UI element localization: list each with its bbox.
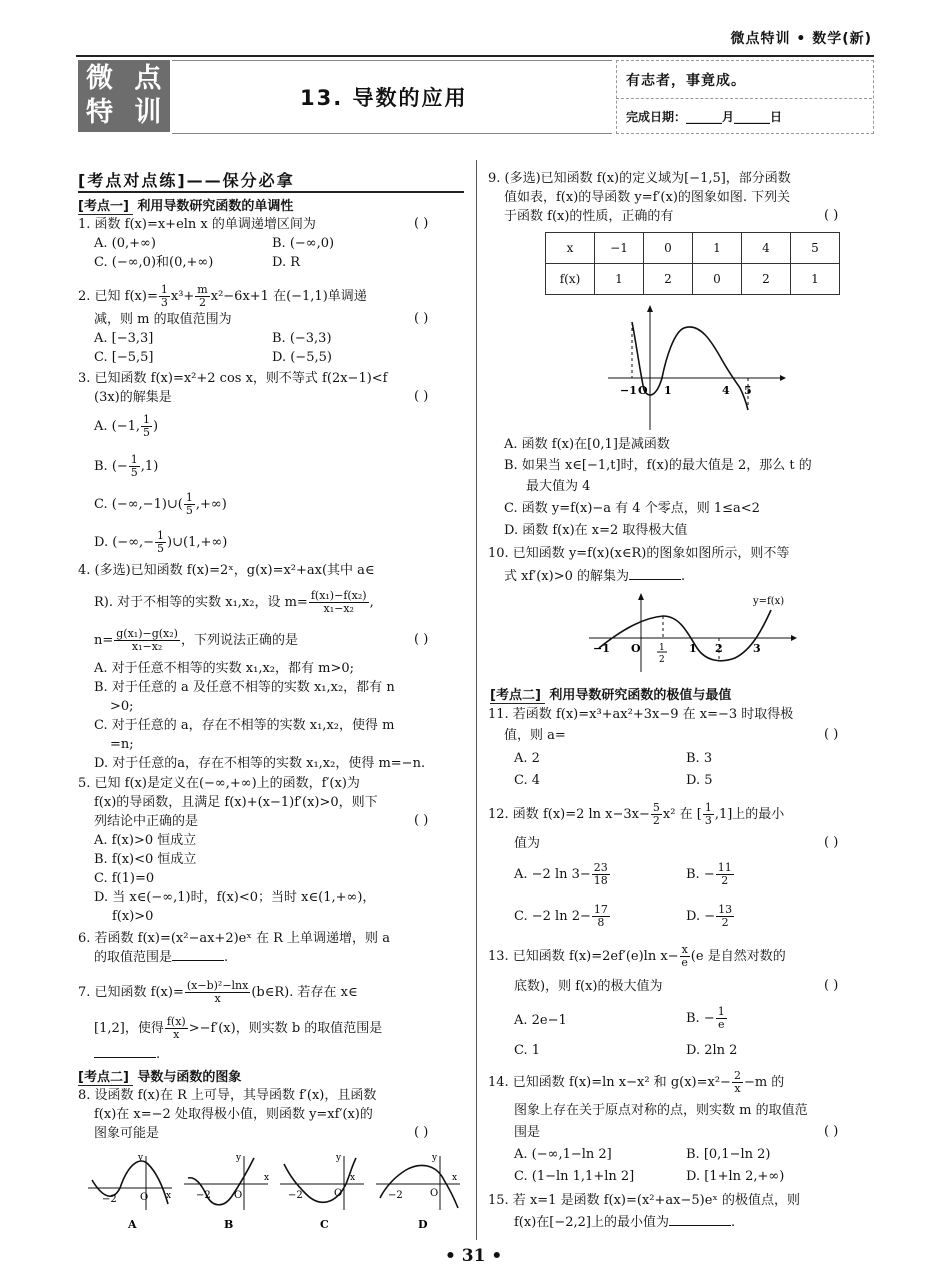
graph-label: D bbox=[418, 1218, 428, 1231]
option-a: A. f(x)>0 恒成立 bbox=[94, 833, 197, 848]
header-divider bbox=[76, 55, 874, 57]
question-stem-2: 图象上存在关于原点对称的点，则实数 m 的取值范 bbox=[514, 1103, 808, 1118]
option-c: C. 函数 y=f(x)−a 有 4 个零点，则 1≤a<2 bbox=[504, 501, 760, 516]
motto: 有志者，事竟成。 bbox=[626, 73, 746, 89]
table-cell: 1 bbox=[595, 264, 644, 295]
tick-label: 5 bbox=[744, 384, 752, 397]
table-cell: 0 bbox=[693, 264, 742, 295]
graph-c bbox=[280, 1153, 364, 1231]
option-b: B. (−∞,0) bbox=[272, 236, 335, 251]
option-d-cont: f(x)>0 bbox=[112, 909, 154, 924]
subsection-tag: [考点二] bbox=[78, 1070, 133, 1086]
table-cell: f(x) bbox=[546, 264, 595, 295]
option-a: A. 函数 f(x)在[0,1]是减函数 bbox=[504, 437, 670, 452]
option-a: A. (−1, $\frac{1}{5}$ ) bbox=[94, 413, 159, 439]
x-axis-label: x bbox=[166, 1191, 172, 1201]
question-stem: 13. 已知函数 f(x)=2ef′(e)ln x− $\frac{x}{e}$ (e 是自然对数的 bbox=[488, 943, 786, 969]
question-stem-3: n= $\frac{\text{g(x₁)−g(x₂)}}{\text{x₁−x₂}}$ ，下列说法正确的是 bbox=[94, 627, 298, 653]
option-d: D. 对于任意的a，存在不相等的实数 x₁,x₂，使得 m=−n. bbox=[94, 756, 426, 771]
option-b: B. (−3,3) bbox=[272, 331, 332, 346]
question-stem: 5. 已知 f(x)是定义在(−∞,+∞)上的函数，f′(x)为 bbox=[78, 776, 360, 791]
question-stem-3: 列结论中正确的是 bbox=[94, 814, 199, 829]
option-b-cont: >0; bbox=[110, 699, 134, 714]
answer-paren: ( ) bbox=[824, 978, 839, 993]
option-c: C. −2 ln 2− $\frac{17}{8}$ bbox=[514, 903, 608, 929]
question-stem: 12. 函数 f(x)=2 ln x−3x− $\frac{5}{2}$ x² 在 [ $\frac{1}{3}$ ,1]上的最小 bbox=[488, 801, 785, 827]
table-row bbox=[546, 233, 840, 264]
answer-paren: ( ) bbox=[414, 632, 429, 647]
answer-paren: ( ) bbox=[824, 208, 839, 223]
table-cell: x bbox=[546, 233, 595, 264]
tick-label: −1 bbox=[620, 384, 637, 397]
question-stem-2: 值如表，f(x)的导函数 y=f′(x)的图象如图. 下列关 bbox=[504, 190, 791, 205]
tick-label: 1 bbox=[664, 384, 672, 397]
option-b: B. 对于任意的 a 及任意不相等的实数 x₁,x₂，都有 n bbox=[94, 680, 395, 695]
origin-label: O bbox=[430, 1188, 439, 1199]
motto-separator bbox=[616, 98, 872, 99]
answer-paren: ( ) bbox=[414, 389, 429, 404]
question-stem: 10. 已知函数 y=f(x)(x∈R)的图象如图所示，则不等 bbox=[488, 546, 790, 561]
brand-logo bbox=[78, 60, 170, 132]
completion-date: 完成日期：______月______日 bbox=[626, 110, 783, 124]
graph-a bbox=[88, 1153, 172, 1231]
question-stem: 11. 若函数 f(x)=x³+ax²+3x−9 在 x=−3 时取得极 bbox=[488, 707, 794, 722]
option-c: C. (−∞,0)和(0,+∞) bbox=[94, 255, 214, 270]
question-stem: 1. 函数 f(x)=x+eln x 的单调递增区间为 bbox=[78, 217, 316, 232]
tick-label: −2 bbox=[196, 1190, 211, 1201]
answer-blank[interactable] bbox=[172, 960, 224, 961]
question-stem: 3. 已知函数 f(x)=x²+2 cos x，则不等式 f(2x−1)<f bbox=[78, 371, 388, 386]
answer-blank[interactable] bbox=[94, 1057, 156, 1058]
origin-label: O bbox=[140, 1192, 149, 1203]
subsection-1 bbox=[78, 195, 293, 214]
y-axis-label: y bbox=[336, 1153, 342, 1163]
answer-paren: ( ) bbox=[414, 1125, 429, 1140]
question-stem-2: f(x)在 x=−2 处取得极小值，则函数 y=xf′(x)的 bbox=[94, 1107, 373, 1122]
option-b: B. 如果当 x∈[−1,t]时，f(x)的最大值是 2，那么 t 的 bbox=[504, 458, 812, 473]
origin-label: O bbox=[234, 1190, 243, 1201]
origin-label: O bbox=[638, 384, 648, 397]
option-d: D. [1+ln 2,+∞) bbox=[686, 1169, 785, 1184]
option-d: D. 函数 f(x)在 x=2 取得极大值 bbox=[504, 523, 688, 538]
option-d: D. (−5,5) bbox=[272, 350, 332, 365]
option-d: D. R bbox=[272, 255, 301, 270]
question-stem-2: 底数)，则 f(x)的极大值为 bbox=[514, 979, 663, 994]
option-c: C. f(1)=0 bbox=[94, 871, 155, 886]
answer-paren: ( ) bbox=[414, 216, 429, 231]
option-b: B. [0,1−ln 2) bbox=[686, 1147, 771, 1162]
option-a: A. −2 ln 3− $\frac{23}{18}$ bbox=[514, 861, 608, 887]
option-a: A. 2 bbox=[514, 751, 540, 766]
table-cell: 2 bbox=[644, 264, 693, 295]
logo-line-2: 特 训 bbox=[86, 97, 168, 128]
question-stem-2: 的取值范围是 . bbox=[94, 950, 229, 965]
question-stem-2: [1,2]，使得 $\frac{f(x)}{x}$ >−f′(x)，则实数 b 的取值范围是 bbox=[94, 1015, 383, 1041]
option-b-cont: 最大值为 4 bbox=[526, 479, 591, 494]
curve-label: y=f(x) bbox=[753, 596, 785, 607]
subsection-2 bbox=[78, 1066, 241, 1085]
option-b: B. f(x)<0 恒成立 bbox=[94, 852, 197, 867]
question-stem: 4. (多选)已知函数 f(x)=2ˣ，g(x)=x²+ax(其中 a∈ bbox=[78, 563, 375, 578]
book-title: 微点特训 • 数学(新) bbox=[730, 31, 872, 47]
table-row bbox=[546, 264, 840, 295]
option-a: A. 对于任意不相等的实数 x₁,x₂，都有 m>0; bbox=[94, 661, 355, 676]
logo-line-1: 微 点 bbox=[86, 63, 168, 94]
page-number: • 31 • bbox=[445, 1246, 503, 1266]
question-stem-2: 式 xf′(x)>0 的解集为 . bbox=[504, 569, 686, 584]
subsection-title: 利用导数研究函数的极值与最值 bbox=[549, 688, 732, 703]
subsection-3 bbox=[490, 684, 731, 703]
answer-paren: ( ) bbox=[824, 1124, 839, 1139]
question-stem-3: 围是 bbox=[514, 1125, 541, 1140]
answer-paren: ( ) bbox=[824, 835, 839, 850]
option-a: A. (−∞,1−ln 2] bbox=[514, 1147, 612, 1162]
question-stem: 15. 若 x=1 是函数 f(x)=(x²+ax−5)eˣ 的极值点，则 bbox=[488, 1193, 801, 1208]
origin-label: O bbox=[631, 642, 641, 655]
origin-label: O bbox=[334, 1188, 343, 1199]
question-stem: 7. 已知函数 f(x)= $\frac{\text{(x−b)²−lnx}}{x}$ (b∈R). 若存在 x∈ bbox=[78, 979, 358, 1005]
table-cell: 1 bbox=[791, 264, 840, 295]
function-graph bbox=[585, 592, 805, 676]
table-cell: 1 bbox=[693, 233, 742, 264]
table-cell: 2 bbox=[742, 264, 791, 295]
option-c-cont: =n; bbox=[110, 737, 134, 752]
x-axis-label: x bbox=[350, 1173, 356, 1183]
answer-blank[interactable] bbox=[669, 1225, 731, 1226]
tick-label: 2 bbox=[715, 642, 723, 655]
option-c: C. (−∞,−1)∪( $\frac{1}{5}$ ,+∞) bbox=[94, 491, 227, 517]
table-cell: −1 bbox=[595, 233, 644, 264]
option-a: A. (0,+∞) bbox=[94, 236, 156, 251]
tick-label: 3 bbox=[753, 642, 761, 655]
value-table bbox=[545, 232, 840, 295]
option-c: C. 对于任意的 a，存在不相等的实数 x₁,x₂，使得 m bbox=[94, 718, 395, 733]
tick-label: 4 bbox=[722, 384, 730, 397]
derivative-graph bbox=[600, 302, 790, 434]
subsection-tag: [考点二] bbox=[490, 688, 545, 704]
option-d: D. 当 x∈(−∞,1)时，f(x)<0；当时 x∈(1,+∞)， bbox=[94, 890, 376, 905]
option-c: C. (1−ln 1,1+ln 2] bbox=[514, 1169, 635, 1184]
option-c: C. 1 bbox=[514, 1043, 541, 1058]
graph-d bbox=[376, 1153, 460, 1231]
question-stem: 8. 设函数 f(x)在 R 上可导，其导函数 f′(x)，且函数 bbox=[78, 1088, 377, 1103]
question-stem-2: R). 对于不相等的实数 x₁,x₂，设 m= $\frac{\text{f(x₁)−f(x₂)}}{\text{x₁−x₂}}$ , bbox=[94, 589, 374, 615]
option-a: A. [−3,3] bbox=[94, 331, 154, 346]
table-cell: 5 bbox=[791, 233, 840, 264]
y-axis-label: y bbox=[138, 1153, 144, 1163]
answer-paren: ( ) bbox=[824, 727, 839, 742]
tick-label: −2 bbox=[102, 1194, 117, 1205]
tick-label: −2 bbox=[288, 1190, 303, 1201]
question-stem-2: f(x)的导函数，且满足 f(x)+(x−1)f′(x)>0，则下 bbox=[94, 795, 378, 810]
section-heading: [考点对点练]——保分必拿 bbox=[78, 168, 464, 193]
y-axis-label: y bbox=[236, 1153, 242, 1163]
subsection-title: 利用导数研究函数的单调性 bbox=[137, 199, 294, 214]
question-stem-2: 值，则 a= bbox=[504, 728, 566, 743]
option-d: D. 2ln 2 bbox=[686, 1043, 738, 1058]
graph-label: A bbox=[128, 1218, 137, 1231]
question-stem: 6. 若函数 f(x)=(x²−ax+2)eˣ 在 R 上单调递增，则 a bbox=[78, 931, 390, 946]
subsection-tag: [考点一] bbox=[78, 199, 133, 215]
tick-half-den: 2 bbox=[659, 655, 665, 665]
x-axis-label: x bbox=[264, 1173, 270, 1183]
table-cell: 0 bbox=[644, 233, 693, 264]
x-axis-label: x bbox=[452, 1173, 458, 1183]
option-b: B. − $\frac{1}{e}$ bbox=[686, 1005, 725, 1031]
option-b: B. 3 bbox=[686, 751, 713, 766]
option-b: B. (− $\frac{1}{5}$ ,1) bbox=[94, 453, 159, 479]
option-d: D. (−∞,− $\frac{1}{5}$ )∪(1,+∞) bbox=[94, 529, 228, 555]
question-stem: 2. 已知 f(x)= $\frac{1}{3}$ x³+ $\frac{m}{2}$ x²−6x+1 在(−1,1)单调递 bbox=[78, 283, 367, 309]
y-axis-label: y bbox=[432, 1153, 438, 1163]
question-stem-2: 减，则 m 的取值范围为 bbox=[94, 312, 232, 327]
graph-label: C bbox=[320, 1218, 329, 1231]
option-d: D. − $\frac{13}{2}$ bbox=[686, 903, 733, 929]
question-stem-2: f(x)在[−2,2]上的最小值为 . bbox=[514, 1215, 736, 1230]
column-divider bbox=[476, 160, 477, 1240]
option-c: C. 4 bbox=[514, 773, 541, 788]
question-stem: 9. (多选)已知函数 f(x)的定义域为[−1,5]，部分函数 bbox=[488, 171, 791, 186]
question-stem-3: 图象可能是 bbox=[94, 1126, 160, 1141]
lesson-title: 13. 导数的应用 bbox=[300, 86, 468, 110]
tick-half-num: 1 bbox=[659, 643, 665, 653]
option-b: B. − $\frac{11}{2}$ bbox=[686, 861, 732, 887]
tick-label: 1 bbox=[689, 642, 697, 655]
answer-paren: ( ) bbox=[414, 813, 429, 828]
subsection-title: 导数与函数的图象 bbox=[137, 1070, 242, 1085]
graph-label: B bbox=[224, 1218, 234, 1231]
question-stem-2: 值为 bbox=[514, 836, 541, 851]
option-a: A. 2e−1 bbox=[514, 1013, 567, 1028]
question-stem: 14. 已知函数 f(x)=ln x−x² 和 g(x)=x²− $\frac{2}{x}$ −m 的 bbox=[488, 1069, 785, 1095]
tick-label: −1 bbox=[593, 642, 610, 655]
table-cell: 4 bbox=[742, 233, 791, 264]
answer-blank-row: . bbox=[94, 1046, 160, 1064]
option-c: C. [−5,5] bbox=[94, 350, 154, 365]
graph-options bbox=[84, 1150, 468, 1234]
question-stem-3: 于函数 f(x)的性质，正确的有 bbox=[504, 209, 674, 224]
question-stem-2: (3x)的解集是 bbox=[94, 390, 172, 405]
tick-label: −2 bbox=[388, 1190, 403, 1201]
graph-b bbox=[184, 1153, 269, 1231]
option-d: D. 5 bbox=[686, 773, 713, 788]
answer-blank[interactable] bbox=[629, 579, 681, 580]
answer-paren: ( ) bbox=[414, 311, 429, 326]
